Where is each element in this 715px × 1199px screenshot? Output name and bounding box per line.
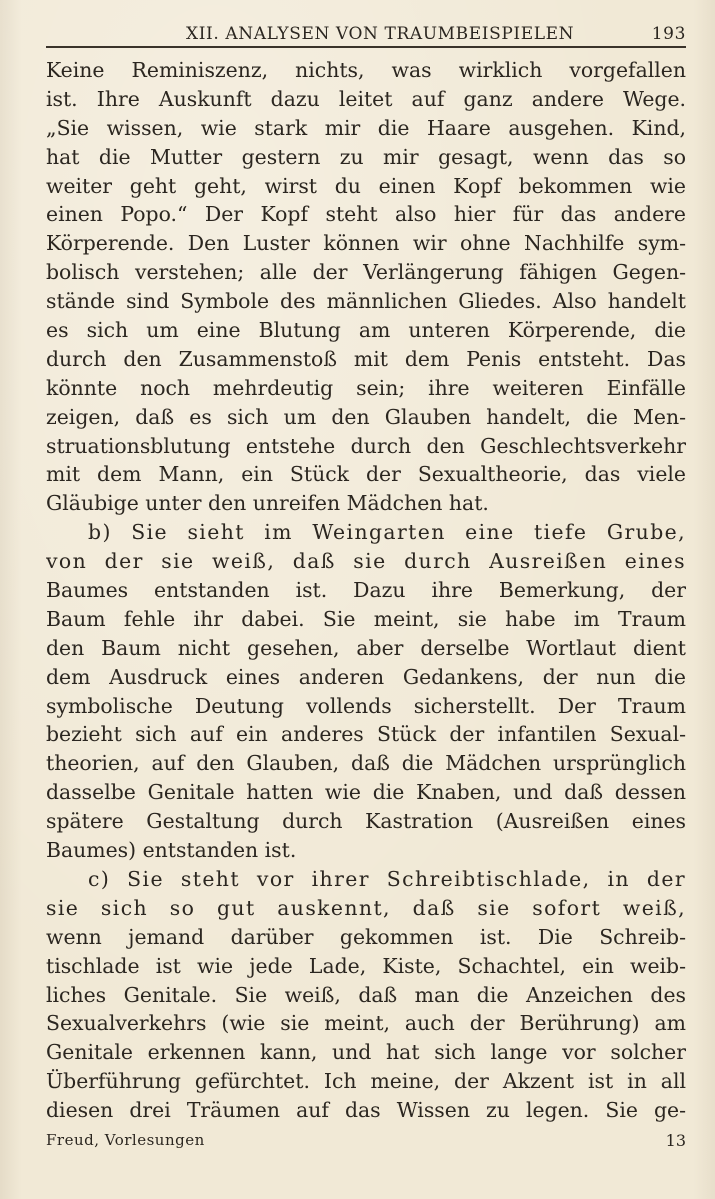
text-line: bezieht sich auf ein anderes Stück der infantilen Sexual- (46, 722, 686, 747)
printer-signature: Freud, Vorlesungen (46, 1131, 205, 1149)
text-line: tischlade ist wie jede Lade, Kiste, Schachtel, ein weib- (46, 953, 686, 978)
text-line: Keine Reminiszenz, nichts, was wirklich vorgefallen (46, 58, 686, 82)
page-number: 193 (651, 24, 686, 44)
text-line: durch den Zusammenstoß mit dem Penis entsteht. Das (46, 346, 686, 371)
text-line: von der sie weiß, daß sie durch Ausreißen eines (46, 549, 686, 574)
text-line: dasselbe Genitale hatten wie die Knaben, und daß dessen (46, 780, 686, 805)
page-header (46, 14, 686, 44)
paragraph-end-line: Baumes) entstanden ist. (46, 838, 297, 863)
text-line: könnte noch mehrdeutig sein; ihre weiteren Einfälle (46, 375, 686, 400)
text-line: liches Genitale. Sie weiß, daß man die Anzeichen des (46, 982, 686, 1007)
text-line: hat die Mutter gestern zu mir gesagt, wenn das so (46, 144, 686, 169)
text-line: Baum fehle ihr dabei. Sie meint, sie habe im Traum (46, 606, 686, 631)
text-line: symbolische Deutung vollends sicherstellt. Der Traum (46, 693, 686, 718)
sheet-number: 13 (665, 1131, 686, 1150)
section-c-start-line: c) Sie steht vor ihrer Schreibtischlade, in der (88, 866, 686, 891)
text-line: Genitale erkennen kann, und hat sich lange vor solcher (46, 1040, 686, 1065)
running-head: XII. ANALYSEN VON TRAUMBEISPIELEN (186, 24, 575, 44)
body-text (46, 56, 686, 1125)
text-line: sie sich so gut auskennt, daß sie sofort weiß, (46, 895, 686, 920)
text-line: struationsblutung entstehe durch den Geschlechtsverkehr (46, 433, 686, 458)
text-line: bolisch verstehen; alle der Verlängerung fähigen Gegen- (46, 260, 686, 285)
text-line: „Sie wissen, wie stark mir die Haare ausgehen. Kind, (46, 115, 686, 140)
text-line: einen Popo.“ Der Kopf steht also hier für das andere (46, 202, 686, 227)
text-line: ist. Ihre Auskunft dazu leitet auf ganz andere Wege. (46, 86, 686, 111)
text-line: theorien, auf den Glauben, daß die Mädchen ursprünglich (46, 751, 686, 776)
text-line: es sich um eine Blutung am unteren Körperende, die (46, 318, 686, 343)
text-line: weiter geht geht, wirst du einen Kopf bekommen wie (46, 173, 686, 198)
text-line: dem Ausdruck eines anderen Gedankens, der nun die (46, 664, 686, 689)
header-rule (46, 46, 686, 48)
section-b-start-line: b) Sie sieht im Weingarten eine tiefe Grube, (88, 520, 686, 545)
text-line: stände sind Symbole des männlichen Gliedes. Also handelt (46, 289, 686, 314)
text-line: diesen drei Träumen auf das Wissen zu legen. Sie ge- (46, 1098, 686, 1123)
text-line: Baumes entstanden ist. Dazu ihre Bemerkung, der (46, 578, 686, 603)
text-line: wenn jemand darüber gekommen ist. Die Schreib- (46, 924, 686, 949)
text-line: Überführung gefürchtet. Ich meine, der Akzent ist in all (46, 1069, 686, 1094)
page-footer (46, 1131, 686, 1155)
text-line: spätere Gestaltung durch Kastration (Ausreißen eines (46, 809, 686, 834)
text-line: mit dem Mann, ein Stück der Sexualtheorie, das viele (46, 462, 686, 487)
paragraph-end-line: Gläubige unter den unreifen Mädchen hat. (46, 491, 489, 516)
text-line: Körperende. Den Luster können wir ohne Nachhilfe sym- (46, 231, 686, 256)
text-line: Sexualverkehrs (wie sie meint, auch der Berührung) am (46, 1011, 686, 1036)
text-line: zeigen, daß es sich um den Glauben handelt, die Men- (46, 404, 686, 429)
text-line: den Baum nicht gesehen, aber derselbe Wortlaut dient (46, 635, 686, 660)
